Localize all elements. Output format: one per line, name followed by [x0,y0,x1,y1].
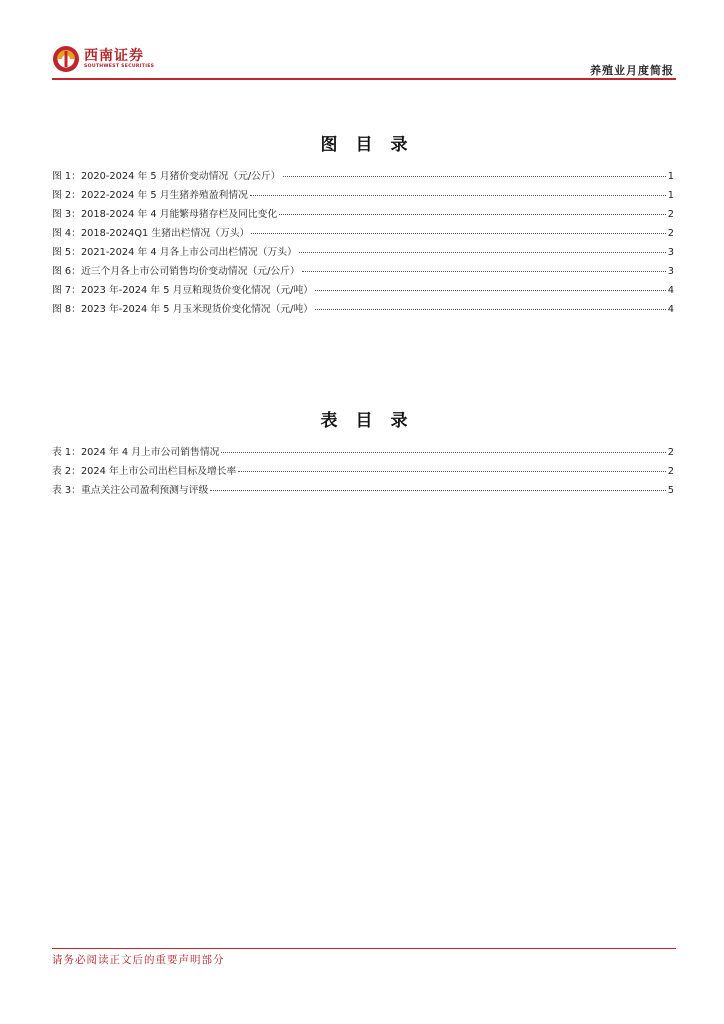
dot-leader [315,309,666,310]
logo-english-name: SOUTHWEST SECURITIES [84,64,155,69]
report-type-label: 养殖业月度简报 [590,64,674,77]
figures-toc-list [52,168,674,320]
table-toc-entry-page-number[interactable]: 5 [667,485,674,496]
dot-leader [238,471,665,472]
figure-toc-entry[interactable] [52,301,674,320]
tables-toc-list [52,444,674,501]
dot-leader [250,195,666,196]
tables-toc-title: 表目录 [320,411,426,431]
table-toc-entry-label[interactable]: 表 2：2024 年上市公司出栏目标及增长率 [52,466,237,477]
figure-toc-entry-page-number[interactable]: 2 [667,209,674,220]
figure-toc-entry[interactable] [52,206,674,225]
figure-toc-entry-label[interactable]: 图 5：2021-2024 年 4 月各上市公司出栏情况（万头） [52,247,297,258]
figure-toc-entry-page-number[interactable]: 1 [667,190,674,201]
figure-toc-entry[interactable] [52,244,674,263]
figure-toc-entry[interactable] [52,168,674,187]
table-toc-entry-page-number[interactable]: 2 [667,466,674,477]
figure-toc-entry-label[interactable]: 图 2：2022-2024 年 5 月生猪养殖盈利情况 [52,190,248,201]
dot-leader [283,176,666,177]
figure-toc-entry-label[interactable]: 图 7：2023 年-2024 年 5 月豆粕现货价变化情况（元/吨） [52,285,314,296]
dot-leader [299,252,666,253]
dot-leader [279,214,665,215]
logo-icon [52,45,80,73]
header-divider [52,78,676,80]
table-toc-entry[interactable] [52,463,674,482]
figure-toc-entry-label[interactable]: 图 1：2020-2024 年 5 月猪价变动情况（元/公斤） [52,171,281,182]
table-toc-entry-label[interactable]: 表 1：2024 年 4 月上市公司销售情况 [52,447,220,458]
dot-leader [302,271,666,272]
figure-toc-entry-label[interactable]: 图 6：近三个月各上市公司销售均价变动情况（元/公斤） [52,266,300,277]
table-toc-entry[interactable] [52,444,674,463]
figure-toc-entry-label[interactable]: 图 8：2023 年-2024 年 5 月玉米现货价变化情况（元/吨） [52,304,314,315]
figure-toc-entry-page-number[interactable]: 3 [667,266,674,277]
table-toc-entry-page-number[interactable]: 2 [667,447,674,458]
figure-toc-entry-label[interactable]: 图 3：2018-2024 年 4 月能繁母猪存栏及同比变化 [52,209,278,220]
figure-toc-entry[interactable] [52,282,674,301]
figure-toc-entry[interactable] [52,187,674,206]
figure-toc-entry-page-number[interactable]: 4 [667,304,674,315]
disclaimer-notice: 请务必阅读正文后的重要声明部分 [52,954,225,966]
dot-leader [210,490,665,491]
figure-toc-entry-label[interactable]: 图 4：2018-2024Q1 生猪出栏情况（万头） [52,228,250,239]
page-header [52,40,676,82]
dot-leader [221,452,665,453]
figure-toc-entry[interactable] [52,225,674,244]
footer-divider [52,948,676,949]
table-toc-entry-label[interactable]: 表 3：重点关注公司盈利预测与评级 [52,485,209,496]
figure-toc-entry-page-number[interactable]: 4 [667,285,674,296]
company-logo [52,42,154,76]
dot-leader [315,290,666,291]
table-toc-entry[interactable] [52,482,674,501]
figure-toc-entry-page-number[interactable]: 3 [667,247,674,258]
figure-toc-entry-page-number[interactable]: 2 [667,228,674,239]
figure-toc-entry[interactable] [52,263,674,282]
dot-leader [251,233,665,234]
logo-chinese-name: 西南证券 [84,48,144,64]
figure-toc-entry-page-number[interactable]: 1 [667,171,674,182]
figures-toc-title: 图目录 [320,135,426,155]
